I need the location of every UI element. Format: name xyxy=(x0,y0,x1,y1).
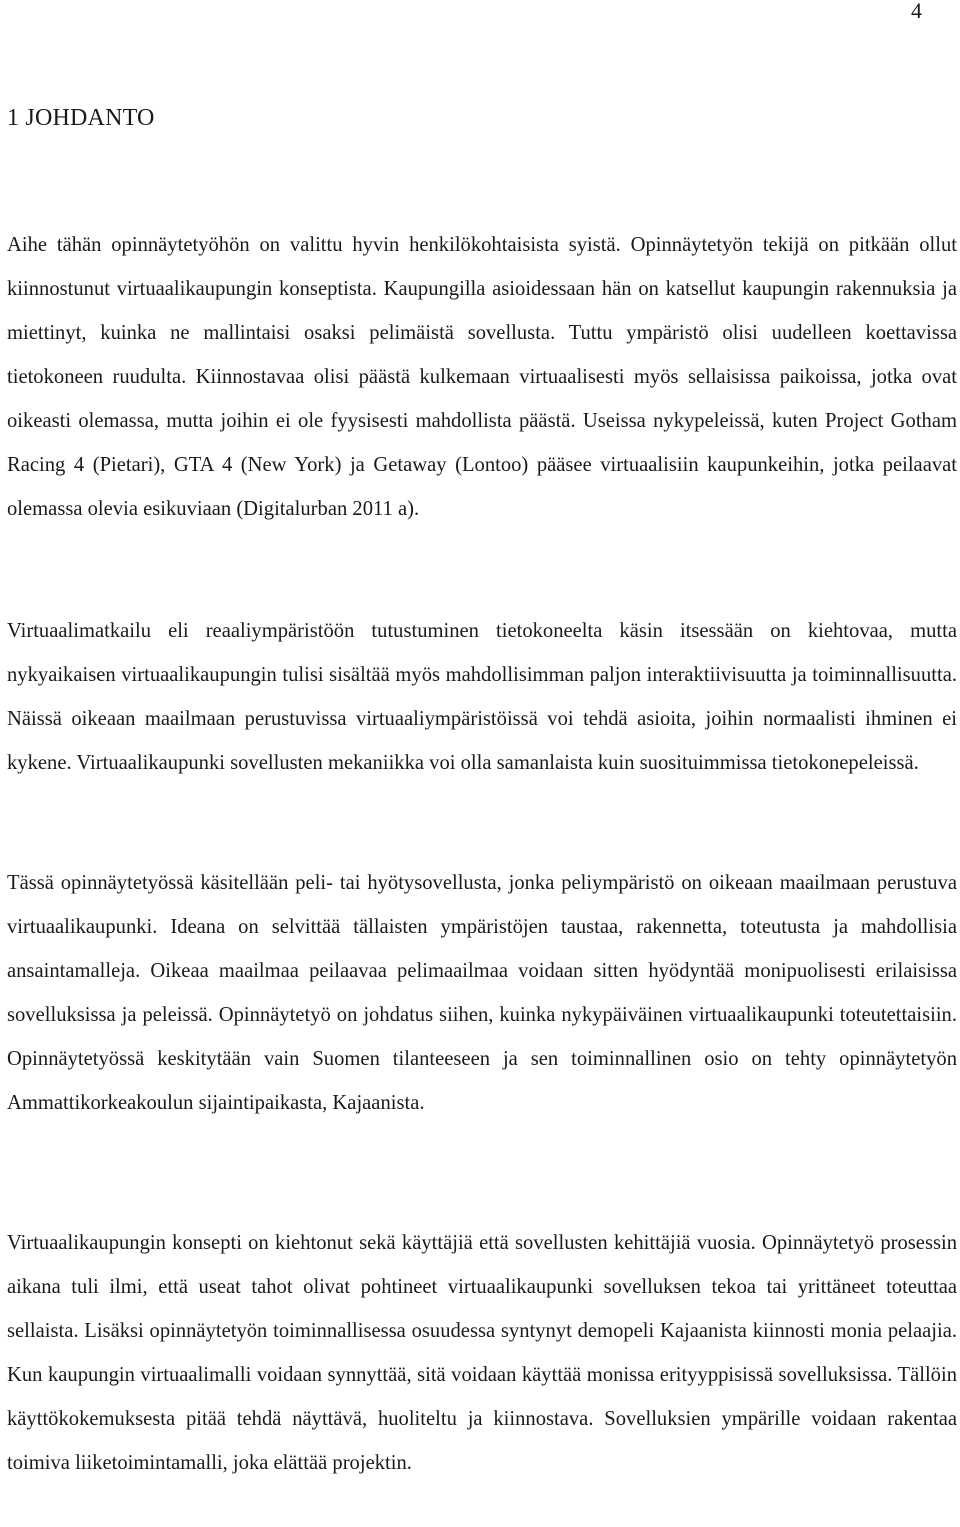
paragraph-thesis-scope: Tässä opinnäytetyössä käsitellään peli- tai hyötysovellusta, jonka peliympäristö on oikeaan maailmaan perustuva virtuaalikaupunki. Ideana on selvittää tällaisten ympäristöjen taustaa, rakennetta, toteutusta ja mahdollisia ansaintamalleja. Oikeaa maailmaa peilaavaa pelimaailmaa voidaan sitten hyödyntää monipuolisesti erilaisissa sovelluksissa ja peleissä. Opinnäytetyö on johdatus siihen, kuinka nykypäiväinen virtuaalikaupunki toteutettaisiin. Opinnäytetyössä keskitytään vain Suomen tilanteeseen ja sen toiminnallinen osio on tehty opinnäytetyön Ammattikorkeakoulun sijaintipaikasta, Kajaanista. xyxy=(7,872,957,1114)
section-heading: 1 JOHDANTO xyxy=(7,105,155,131)
paragraph-virtual-travel: Virtuaalimatkailu eli reaaliympäristöön tutustuminen tietokoneelta käsin itsessään on kiehtovaa, mutta nykyaikaisen virtuaalikaupungin tulisi sisältää myös mahdollisimman paljon interaktiivisuutta ja toiminnallisuutta. Näissä oikeaan maailmaan perustuvissa virtuaaliympäristöissä voi tehdä asioita, joihin normaalisti ihminen ei kykene. Virtuaalikaupunki sovellusten mekaniikka voi olla samanlaista kuin suosituimmissa tietokonepeleissä. xyxy=(7,620,957,774)
paragraph-concept-background: Virtuaalikaupungin konsepti on kiehtonut sekä käyttäjiä että sovellusten kehittäjiä vuosia. Opinnäytetyö prosessin aikana tuli ilmi, että useat tahot olivat pohtineet virtuaalikaupunki sovelluksen tekoa tai yrittäneet toteuttaa sellaista. Lisäksi opinnäytetyön toiminnallisessa osuudessa syntynyt demopeli Kajaanista kiinnosti monia pelaajia. Kun kaupungin virtuaalimalli voidaan synnyttää, sitä voidaan käyttää monissa erityyppisissä sovelluksissa. Tällöin käyttökokemuksesta pitää tehdä näyttävä, huoliteltu ja kiinnostava. Sovelluksien ympärille voidaan rakentaa toimiva liiketoimintamalli, joka elättää projektin. xyxy=(7,1232,957,1474)
page-number: 4 xyxy=(911,0,922,23)
paragraph-intro: Aihe tähän opinnäytetyöhön on valittu hyvin henkilökohtaisista syistä. Opinnäytetyön tekijä on pitkään ollut kiinnostunut virtuaalikaupungin konseptista. Kaupungilla asioidessaan hän on katsellut kaupungin rakennuksia ja miettinyt, kuinka ne mallintaisi osaksi pelimäistä sovellusta. Tuttu ympäristö olisi uudelleen koettavissa tietokoneen ruudulta. Kiinnostavaa olisi päästä kulkemaan virtuaalisesti myös sellaisissa paikoissa, jotka ovat oikeasti olemassa, mutta joihin ei ole fyysisesti mahdollista päästä. Useissa nykypeleissä, kuten Project Gotham Racing 4 (Pietari), GTA 4 (New York) ja Getaway (Lontoo) pääsee virtuaalisiin kaupunkeihin, jotka peilaavat olemassa olevia esikuviaan (Digitalurban 2011 a). xyxy=(7,234,957,520)
